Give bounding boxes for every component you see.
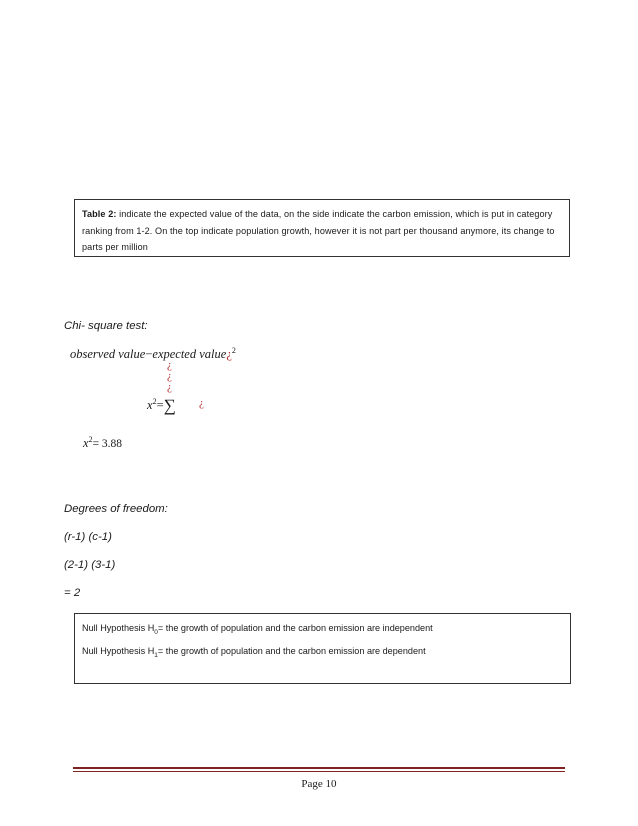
table-caption-box: [74, 199, 570, 257]
h0-subscript: 0: [154, 628, 158, 636]
expected-value-term: expected value: [152, 347, 227, 361]
h0-text: = the growth of population and the carbon emission are independent: [157, 623, 433, 633]
formula-numerator: [70, 347, 236, 362]
chi-square-result: [83, 436, 122, 451]
h1-subscript: 1: [154, 651, 158, 659]
h1-text: = the growth of population and the carbon emission are dependent: [157, 645, 426, 656]
garbled-char: ¿: [167, 359, 172, 371]
chi-square-heading: Chi- square test:: [64, 320, 148, 332]
footer-rule: [73, 767, 565, 769]
lhs-exponent: 2: [152, 397, 157, 406]
equals-sign: =: [156, 398, 164, 412]
sum-symbol: ∑: [163, 396, 176, 415]
h0-prefix: Null Hypothesis H: [82, 623, 155, 633]
null-hypothesis-h1: [82, 642, 563, 665]
garbled-char: ¿: [167, 370, 172, 382]
lhs-variable: x: [147, 398, 153, 412]
dof-formula-line: (r-1) (c-1): [64, 531, 112, 543]
formula-lhs: [147, 394, 176, 414]
result-value: = 3.88: [92, 438, 123, 450]
null-hypothesis-h0: [82, 619, 563, 642]
h1-prefix: Null Hypothesis H: [82, 645, 155, 656]
result-exponent: 2: [88, 435, 93, 444]
page-number: Page 10: [301, 778, 337, 790]
numerator-exponent: 2: [231, 346, 236, 355]
dof-substitution-line: (2-1) (3-1): [64, 559, 116, 571]
footer-rule-thin: [73, 771, 565, 772]
degrees-of-freedom-heading: Degrees of freedom:: [64, 503, 168, 515]
result-variable: x: [83, 436, 89, 450]
minus-sign: −: [145, 347, 153, 361]
dof-result-line: = 2: [64, 587, 81, 599]
garbled-char: ¿: [226, 347, 232, 361]
caption-text: indicate the expected value of the data, on the side indicate the carbon emission, which is put in category ranking from 1-2. On the top indicate population growth, however it is not part per thousand anymore, its change to parts per million: [82, 209, 555, 252]
garbled-char: ¿: [199, 397, 204, 409]
caption-label: Table 2:: [82, 209, 117, 219]
observed-value-term: observed value: [70, 347, 146, 361]
garbled-char: ¿: [167, 381, 172, 393]
hypotheses-box: [74, 613, 571, 684]
